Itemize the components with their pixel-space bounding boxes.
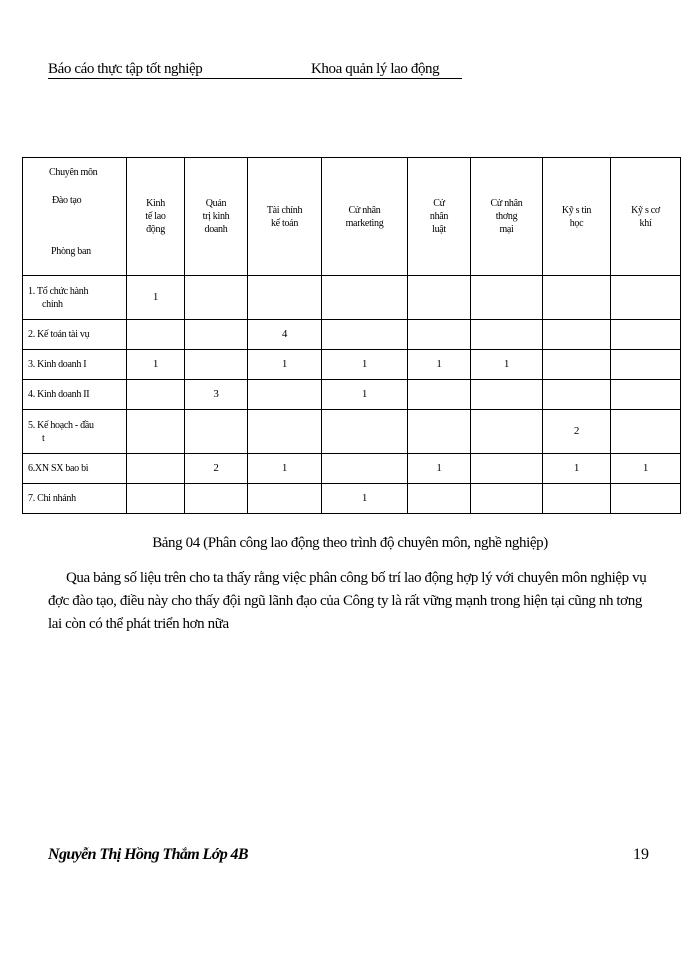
table-cell [543, 320, 611, 350]
table-cell: 2 [543, 410, 611, 454]
column-header [471, 158, 543, 276]
table-cell [543, 276, 611, 320]
table-cell [611, 276, 681, 320]
column-header-line: luật [432, 224, 446, 235]
staff-allocation-table [22, 157, 681, 514]
table-cell [611, 410, 681, 454]
table-caption: Bảng 04 (Phân công lao động theo trình độ chuyên môn, nghề nghiệp) [152, 535, 548, 551]
table-cell [611, 320, 681, 350]
table-cell: 1 [127, 276, 185, 320]
table-cell [248, 380, 322, 410]
table-cell [127, 484, 185, 514]
row-label [23, 410, 127, 454]
table-cell: 1 [127, 350, 185, 380]
table-cell [185, 320, 248, 350]
column-header-line: khí [639, 217, 652, 229]
page-header [48, 61, 468, 81]
column-header-line: thơng [495, 211, 518, 222]
table-cell: 1 [248, 454, 322, 484]
header-report-title: Báo cáo thực tập tốt nghiệp [48, 61, 203, 77]
table-cell [185, 276, 248, 320]
row-label-line: chính [42, 298, 63, 310]
table-row [23, 320, 681, 350]
table-row [23, 484, 681, 514]
corner-label-specialty: Chuyên môn [49, 167, 98, 178]
footer-author: Nguyễn Thị Hồng Thắm Lớp 4B [48, 846, 248, 863]
table-cell [471, 454, 543, 484]
column-header [248, 158, 322, 276]
table-cell [322, 276, 408, 320]
row-label-line: 5. Kế hoạch - đầu [28, 419, 94, 431]
body-paragraph: Qua bảng số liệu trên cho ta thấy rằng việc phân công bố trí lao động hợp lý với chuyên môn nghiệp vụ đợc đào tạo, điều này cho thấy đội ngũ lãnh đạo của Công ty là rất vững mạnh trong hiện tại cũng nh tơng lai còn có thể phát triển hơn nữa [48, 570, 647, 632]
table-cell [127, 410, 185, 454]
column-header [408, 158, 471, 276]
column-header [611, 158, 681, 276]
header-faculty: Khoa quản lý lao động [311, 61, 440, 77]
row-label-line: 3. Kinh doanh I [28, 359, 87, 370]
table-cell: 1 [543, 454, 611, 484]
row-label-line: 1. Tổ chức hành [28, 285, 89, 297]
table-cell: 1 [408, 350, 471, 380]
table-corner-cell [23, 158, 127, 276]
column-header-line: học [569, 217, 584, 229]
column-header-line: động [146, 224, 165, 235]
table-cell [322, 410, 408, 454]
row-label [23, 320, 127, 350]
table-header-row [23, 158, 681, 276]
table-cell: 4 [248, 320, 322, 350]
column-header-line: Kỹ s cơ [631, 204, 660, 216]
table-cell [185, 410, 248, 454]
table-row [23, 380, 681, 410]
header-rule [48, 78, 462, 79]
table-cell: 1 [611, 454, 681, 484]
table-cell [611, 484, 681, 514]
column-header-line: Kinh [146, 198, 165, 209]
table-row [23, 276, 681, 320]
column-header-line: tế lao [145, 211, 166, 222]
row-label [23, 484, 127, 514]
column-header [127, 158, 185, 276]
column-header-line: kế toán [270, 217, 299, 229]
column-header-line: Cử [433, 198, 445, 209]
row-label-line: t [42, 432, 45, 444]
table-row [23, 410, 681, 454]
row-label-line: 2. Kế toán tài vụ [28, 329, 90, 340]
corner-label-department: Phòng ban [51, 246, 91, 257]
table-cell [127, 320, 185, 350]
table-cell: 1 [322, 484, 408, 514]
table-cell [127, 454, 185, 484]
row-label [23, 276, 127, 320]
table-cell: 1 [408, 454, 471, 484]
column-header [322, 158, 408, 276]
table-cell: 1 [471, 350, 543, 380]
corner-label-training: Đào tạo [52, 195, 82, 206]
table-cell: 1 [322, 380, 408, 410]
row-label [23, 380, 127, 410]
row-label-line: 4. Kinh doanh II [28, 389, 90, 400]
column-header [185, 158, 248, 276]
table-cell [127, 380, 185, 410]
table-cell [408, 380, 471, 410]
table-cell [322, 454, 408, 484]
column-header-line: nhân [429, 211, 449, 222]
table-cell [248, 276, 322, 320]
table-cell: 2 [185, 454, 248, 484]
table-row [23, 350, 681, 380]
table-cell: 1 [322, 350, 408, 380]
row-label [23, 350, 127, 380]
table-cell [471, 484, 543, 514]
table-cell [471, 410, 543, 454]
table-cell [471, 380, 543, 410]
table-cell: 3 [185, 380, 248, 410]
table-cell [408, 410, 471, 454]
table-cell [543, 350, 611, 380]
table-cell [471, 276, 543, 320]
column-header-line: marketing [345, 217, 384, 229]
column-header [543, 158, 611, 276]
column-header-line: doanh [204, 224, 228, 235]
table-cell [185, 484, 248, 514]
table-cell [543, 484, 611, 514]
row-label-line: 6.XN SX bao bì [28, 463, 89, 474]
table-cell [611, 380, 681, 410]
table-cell [408, 320, 471, 350]
column-header-line: Cử nhân [348, 204, 381, 216]
column-header-line: Tài chính [266, 204, 303, 216]
column-header-line: trị kinh [202, 211, 230, 222]
column-header-line: mại [499, 224, 514, 235]
column-header-line: Cử nhân [490, 198, 523, 209]
table-cell [408, 484, 471, 514]
table-cell [611, 350, 681, 380]
row-label [23, 454, 127, 484]
table-cell [408, 276, 471, 320]
table-cell [471, 320, 543, 350]
table-cell [248, 484, 322, 514]
table-cell: 1 [248, 350, 322, 380]
table-cell [248, 410, 322, 454]
footer-page-number: 19 [633, 846, 649, 863]
table-cell [185, 350, 248, 380]
column-header-line: Quản [205, 198, 227, 209]
row-label-line: 7. Chi nhánh [28, 493, 76, 504]
column-header-line: Kỹ s tin [561, 204, 592, 216]
table-cell [322, 320, 408, 350]
table-cell [543, 380, 611, 410]
table-row [23, 454, 681, 484]
